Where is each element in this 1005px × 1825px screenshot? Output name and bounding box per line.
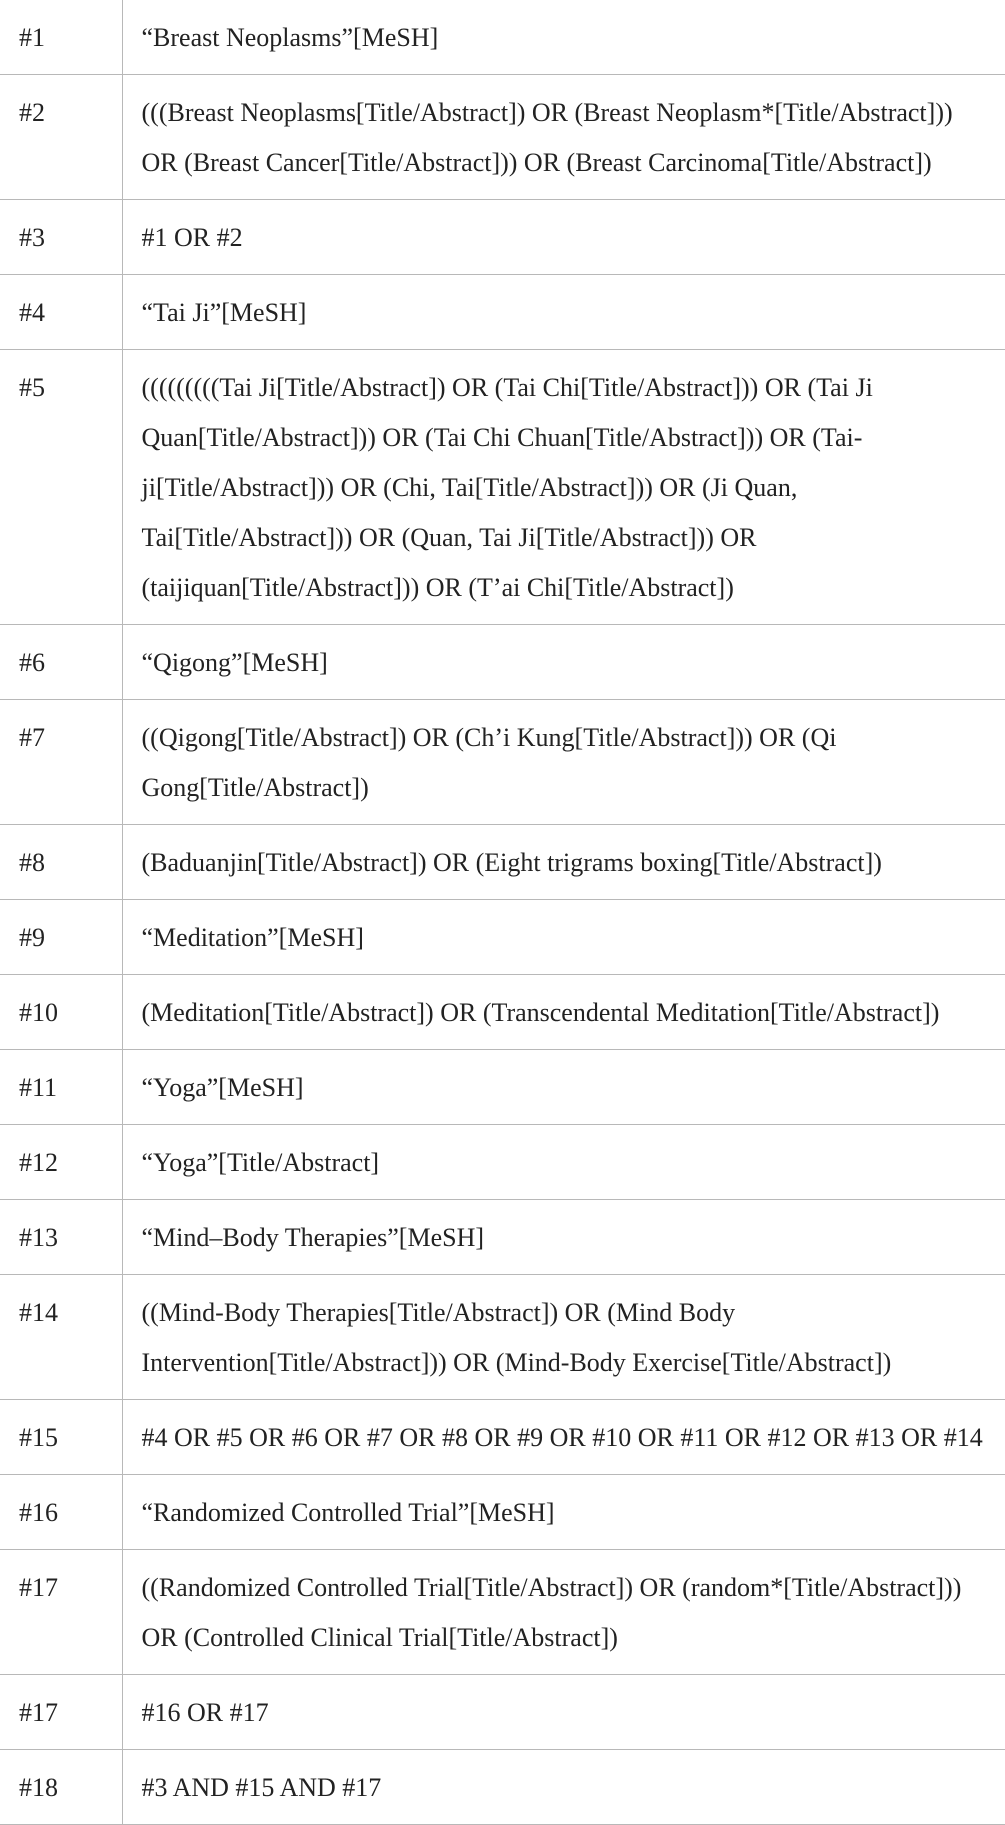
search-query: “Randomized Controlled Trial”[MeSH] xyxy=(122,1475,1005,1550)
search-query: ((Randomized Controlled Trial[Title/Abstract]) OR (random*[Title/Abstract])) OR (Controlled Clinical Trial[Title/Abstract]) xyxy=(122,1550,1005,1675)
search-query: “Mind–Body Therapies”[MeSH] xyxy=(122,1200,1005,1275)
table-row xyxy=(0,625,1005,700)
search-step-id: #17 xyxy=(0,1675,122,1750)
search-query: #3 AND #15 AND #17 xyxy=(122,1750,1005,1825)
search-step-id: #15 xyxy=(0,1400,122,1475)
search-query: #1 OR #2 xyxy=(122,200,1005,275)
search-step-id: #10 xyxy=(0,975,122,1050)
table-row xyxy=(0,1400,1005,1475)
search-step-id: #13 xyxy=(0,1200,122,1275)
search-query: (Meditation[Title/Abstract]) OR (Transcendental Meditation[Title/Abstract]) xyxy=(122,975,1005,1050)
table-row xyxy=(0,0,1005,75)
table-row xyxy=(0,1050,1005,1125)
search-step-id: #11 xyxy=(0,1050,122,1125)
table-row xyxy=(0,1750,1005,1825)
table-row xyxy=(0,1550,1005,1675)
table-row xyxy=(0,1200,1005,1275)
table-row xyxy=(0,75,1005,200)
table-row xyxy=(0,900,1005,975)
search-query: (Baduanjin[Title/Abstract]) OR (Eight trigrams boxing[Title/Abstract]) xyxy=(122,825,1005,900)
search-step-id: #2 xyxy=(0,75,122,200)
search-step-id: #4 xyxy=(0,275,122,350)
search-query: “Tai Ji”[MeSH] xyxy=(122,275,1005,350)
search-query: “Breast Neoplasms”[MeSH] xyxy=(122,0,1005,75)
search-step-id: #9 xyxy=(0,900,122,975)
search-query: (((Breast Neoplasms[Title/Abstract]) OR (Breast Neoplasm*[Title/Abstract])) OR (Breast Cancer[Title/Abstract])) OR (Breast Carcinoma[Title/Abstract]) xyxy=(122,75,1005,200)
search-query: ((Mind-Body Therapies[Title/Abstract]) OR (Mind Body Intervention[Title/Abstract])) OR (Mind-Body Exercise[Title/Abstract]) xyxy=(122,1275,1005,1400)
table-row xyxy=(0,1675,1005,1750)
search-query: #16 OR #17 xyxy=(122,1675,1005,1750)
search-step-id: #14 xyxy=(0,1275,122,1400)
search-step-id: #17 xyxy=(0,1550,122,1675)
search-step-id: #18 xyxy=(0,1750,122,1825)
search-query: (((((((((Tai Ji[Title/Abstract]) OR (Tai Chi[Title/Abstract])) OR (Tai Ji Quan[Title/Abstract])) OR (Tai Chi Chuan[Title/Abstract])) OR (Tai-ji[Title/Abstract])) OR (Chi, Tai[Title/Abstract])) OR (Ji Quan, Tai[Title/Abstract])) OR (Quan, Tai Ji[Title/Abstract])) OR (taijiquan[Title/Abstract])) OR (T’ai Chi[Title/Abstract]) xyxy=(122,350,1005,625)
search-step-id: #5 xyxy=(0,350,122,625)
search-query: “Yoga”[MeSH] xyxy=(122,1050,1005,1125)
table-row xyxy=(0,1275,1005,1400)
table-row xyxy=(0,1125,1005,1200)
search-query: “Qigong”[MeSH] xyxy=(122,625,1005,700)
table-row xyxy=(0,200,1005,275)
table-row xyxy=(0,825,1005,900)
table-row xyxy=(0,1475,1005,1550)
search-step-id: #8 xyxy=(0,825,122,900)
table-row xyxy=(0,975,1005,1050)
search-query: #4 OR #5 OR #6 OR #7 OR #8 OR #9 OR #10 OR #11 OR #12 OR #13 OR #14 xyxy=(122,1400,1005,1475)
table-row xyxy=(0,350,1005,625)
search-step-id: #3 xyxy=(0,200,122,275)
search-query: “Meditation”[MeSH] xyxy=(122,900,1005,975)
search-step-id: #6 xyxy=(0,625,122,700)
search-step-id: #12 xyxy=(0,1125,122,1200)
search-step-id: #1 xyxy=(0,0,122,75)
table-row xyxy=(0,275,1005,350)
search-step-id: #16 xyxy=(0,1475,122,1550)
search-query: ((Qigong[Title/Abstract]) OR (Ch’i Kung[Title/Abstract])) OR (Qi Gong[Title/Abstract]) xyxy=(122,700,1005,825)
table-row xyxy=(0,700,1005,825)
search-step-id: #7 xyxy=(0,700,122,825)
search-query: “Yoga”[Title/Abstract] xyxy=(122,1125,1005,1200)
